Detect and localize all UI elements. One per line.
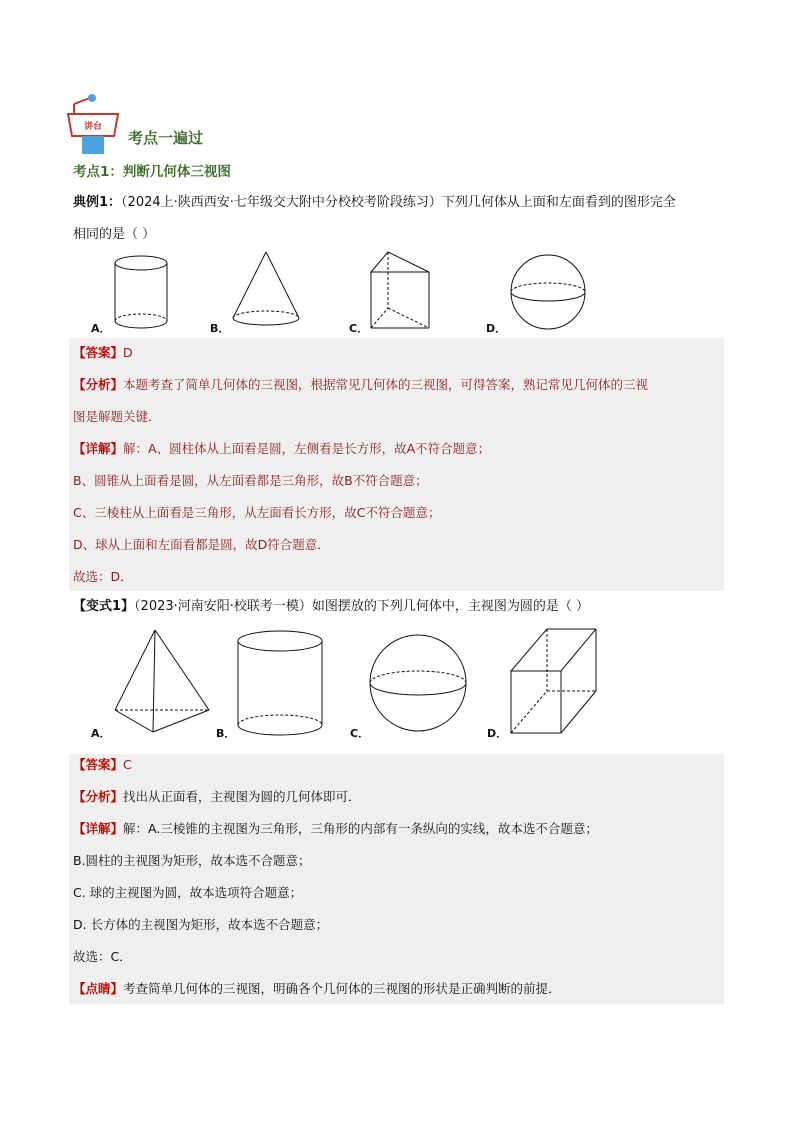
cylinder-figure-2 [236, 629, 326, 741]
q2-option-b-label: B． [216, 727, 236, 740]
triangular-pyramid-figure [113, 628, 213, 740]
q1-answer-tag: 【答案】 [73, 345, 124, 360]
q1-detail-tag: 【详解】 [73, 441, 124, 456]
q2-option-c-label: C． [350, 727, 370, 740]
q2-analysis-line: 【分析】找出从正面看，主视图为圆的几何体即可． [73, 789, 361, 804]
q2-detail-line3: C. 球的主视图为圆，故本选项符合题意； [73, 885, 303, 900]
cuboid-figure [509, 627, 599, 739]
podium-label: 讲台 [83, 122, 103, 132]
q1-answer-box [69, 338, 724, 591]
podium-icon [66, 94, 128, 156]
section-title: 考点一遍过 [128, 129, 204, 147]
q1-detail-line2: B、圆锥从上面看是圆，从左面看都是三角形，故B不符合题意； [73, 473, 428, 488]
q2-figures [73, 625, 723, 745]
q2-option-a-label: A． [91, 727, 111, 740]
cone-figure [230, 250, 302, 332]
triangular-prism-figure [368, 250, 432, 332]
q1-figures [73, 250, 723, 335]
q1-stem-line1 [73, 194, 676, 212]
q1-text-1: （2024上·陕西西安·七年级交大附中分校校考阶段练习）下列几何体从上面和左面看到的图形完全 [121, 195, 676, 210]
q2-text: （2023·河南安阳·校联考一模）如图摆放的下列几何体中，主视图为圆的是（ ） [134, 599, 590, 614]
q2-tag: 【变式1】 [73, 599, 135, 614]
q1-option-a-label: A． [91, 322, 111, 335]
q1-analysis-tag: 【分析】 [73, 377, 124, 392]
q2-stem [73, 598, 589, 616]
q2-comment-tag: 【点睛】 [73, 981, 124, 996]
q2-analysis-tag: 【分析】 [73, 789, 124, 804]
q2-comment-line: 【点睛】考查简单几何体的三视图，明确各个几何体的三视图的形状是正确判断的前提． [73, 981, 561, 996]
q1-option-d-label: D． [486, 322, 507, 335]
q1-detail-line1: 【详解】解：A、圆柱体从上面看是圆，左侧看是长方形，故A不符合题意； [73, 441, 491, 456]
q1-option-b-label: B． [210, 322, 230, 335]
sphere-figure-2 [369, 631, 469, 735]
q2-choose-line: 故选：C． [73, 949, 132, 964]
q2-answer-box [69, 754, 724, 1004]
q1-stem-line2: 相同的是（ ） [73, 227, 156, 242]
q2-option-d-label: D． [487, 727, 508, 740]
q1-detail-line4: D、球从上面和左面看都是圆，故D符合题意． [73, 537, 330, 552]
q1-answer-value: D [123, 345, 133, 360]
q1-prefix: 典例1： [73, 195, 122, 210]
section-header [66, 94, 366, 154]
cylinder-figure [113, 253, 173, 333]
q2-detail-line2: B.圆柱的主视图为矩形，故本选不合题意； [73, 853, 311, 868]
q1-analysis-line1: 【分析】本题考查了简单几何体的三视图，根据常见几何体的三视图，可得答案，熟记常见几何体的三视 [73, 377, 649, 392]
q1-analysis-line2: 图是解题关键． [73, 409, 161, 424]
sphere-figure [508, 254, 588, 334]
q2-answer-line [73, 756, 132, 774]
q1-answer-line [73, 344, 133, 362]
q2-answer-value: C [123, 757, 132, 772]
q2-answer-tag: 【答案】 [73, 757, 124, 772]
knowledge-point-title: 考点1：判断几何体三视图 [73, 164, 231, 180]
q1-choose-line: 故选：D． [73, 569, 133, 584]
q2-detail-tag: 【详解】 [73, 821, 124, 836]
q2-detail-line1: 【详解】解：A.三棱锥的主视图为三角形，三角形的内部有一条纵向的实线，故本选不合题意； [73, 821, 598, 836]
q2-detail-line4: D. 长方体的主视图为矩形，故本选不合题意； [73, 917, 329, 932]
q1-option-c-label: C． [349, 322, 369, 335]
q1-detail-line3: C、三棱柱从上面看是三角形，从左面看长方形，故C不符合题意； [73, 505, 441, 520]
